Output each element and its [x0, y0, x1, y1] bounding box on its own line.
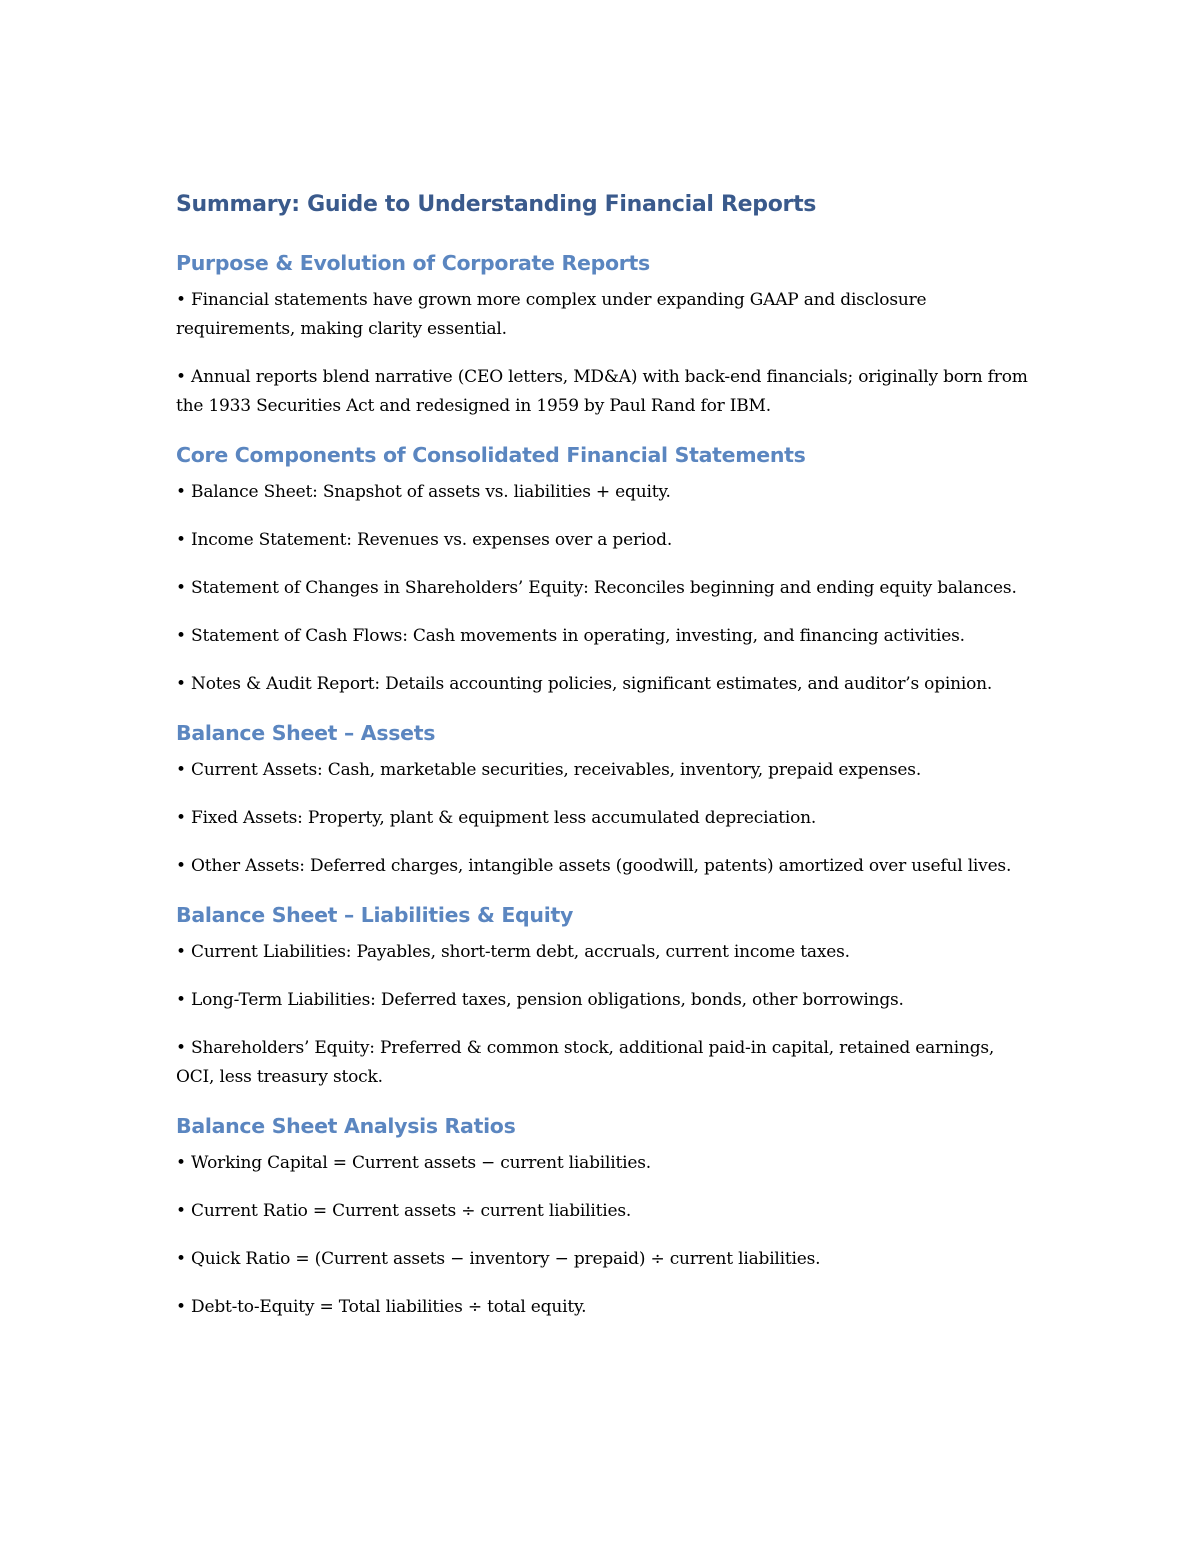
bullet-item: • Long-Term Liabilities: Deferred taxes, pension obligations, bonds, other borrowings. — [176, 990, 904, 1010]
bullet-item: • Debt-to-Equity = Total liabilities ÷ total equity. — [176, 1297, 587, 1317]
bullet-item: • Current Liabilities: Payables, short-term debt, accruals, current income taxes. — [176, 942, 850, 962]
section-balance-sheet-assets — [176, 718, 1036, 881]
section-heading: Balance Sheet – Assets — [176, 721, 436, 745]
section-heading: Balance Sheet Analysis Ratios — [176, 1114, 516, 1138]
section-purpose-evolution — [176, 248, 1036, 421]
bullet-item: • Current Assets: Cash, marketable securities, receivables, inventory, prepaid expenses. — [176, 760, 922, 780]
document-page — [176, 188, 1036, 1341]
bullet-item: • Statement of Cash Flows: Cash movements in operating, investing, and financing activities. — [176, 626, 965, 646]
bullet-item: • Current Ratio = Current assets ÷ current liabilities. — [176, 1201, 632, 1221]
document-title: Summary: Guide to Understanding Financial Reports — [176, 192, 817, 217]
bullet-item: • Balance Sheet: Snapshot of assets vs. liabilities + equity. — [176, 482, 671, 502]
bullet-item: • Quick Ratio = (Current assets − inventory − prepaid) ÷ current liabilities. — [176, 1249, 821, 1269]
section-core-components — [176, 440, 1036, 699]
bullet-item: • Shareholders’ Equity: Preferred & common stock, additional paid-in capital, retained earnings, OCI, less treasury stock. — [176, 1038, 995, 1087]
section-heading: Balance Sheet – Liabilities & Equity — [176, 903, 574, 927]
bullet-item: • Fixed Assets: Property, plant & equipment less accumulated depreciation. — [176, 808, 817, 828]
bullet-item: • Statement of Changes in Shareholders’ Equity: Reconciles beginning and ending equity balances. — [176, 578, 1017, 598]
bullet-item: • Working Capital = Current assets − current liabilities. — [176, 1153, 651, 1173]
section-balance-sheet-ratios — [176, 1111, 1036, 1322]
section-balance-sheet-liabilities-equity — [176, 900, 1036, 1092]
section-heading: Purpose & Evolution of Corporate Reports — [176, 251, 650, 275]
bullet-item: • Income Statement: Revenues vs. expenses over a period. — [176, 530, 673, 550]
bullet-item: • Financial statements have grown more complex under expanding GAAP and disclosure requirements, making clarity essential. — [176, 290, 927, 339]
bullet-item: • Other Assets: Deferred charges, intangible assets (goodwill, patents) amortized over useful lives. — [176, 856, 1012, 876]
section-heading: Core Components of Consolidated Financial Statements — [176, 443, 806, 467]
bullet-item: • Notes & Audit Report: Details accounting policies, significant estimates, and auditor’s opinion. — [176, 674, 993, 694]
bullet-item: • Annual reports blend narrative (CEO letters, MD&A) with back-end financials; originally born from the 1933 Securities Act and redesigned in 1959 by Paul Rand for IBM. — [176, 367, 1028, 416]
